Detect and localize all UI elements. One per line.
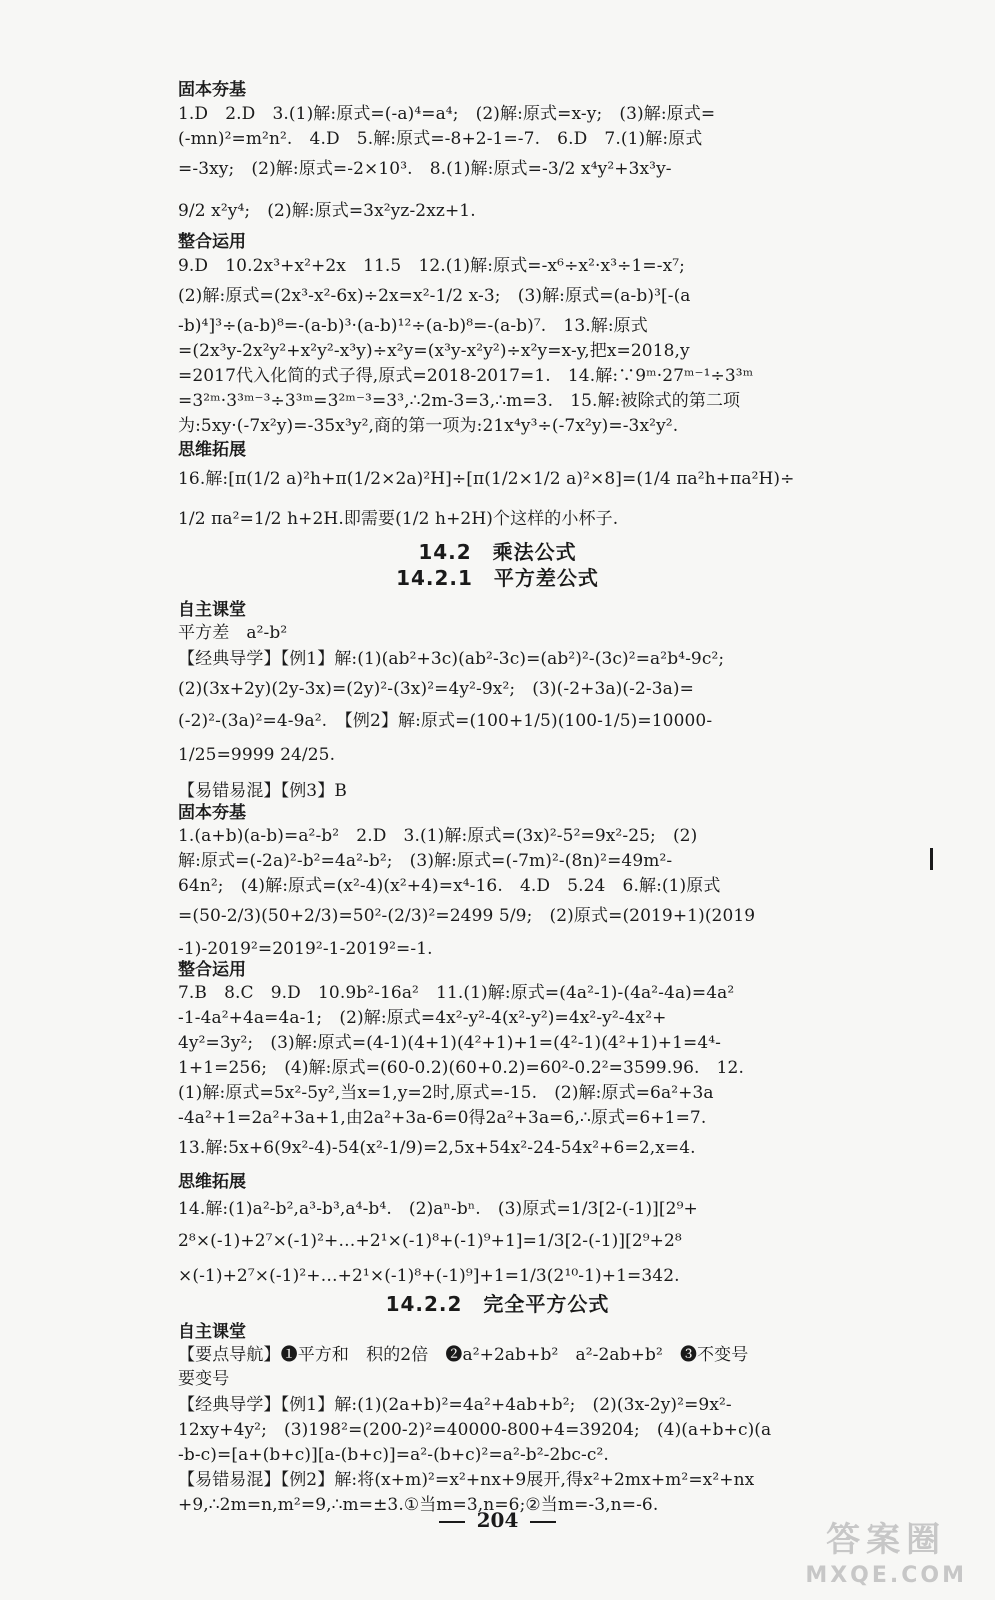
section-heading-zhengheyunyong: 整合运用 [178,960,246,980]
chapter-title: 14.2 乘法公式 [418,540,577,564]
answer-line: 12xy+4y²; (3)198²=(200-2)²=40000-800+4=39204; (4)(a+b+c)(a [178,1420,772,1440]
answer-line: (-mn)²=m²n². 4.D 5.解:原式=-8+2-1=-7. 6.D 7.(1)解:原式 [178,129,703,149]
answer-line: 16.解:[π(1/2 a)²h+π(1/2×2a)²H]÷[π(1/2×1/2 a)²×8]=(1/4 πa²h+πa²H)÷ [178,469,795,489]
answer-line: =2017代入化简的式子得,原式=2018-2017=1. 14.解:∵9ᵐ·27ᵐ⁻¹÷3³ᵐ [178,366,754,386]
answer-line: (2)解:原式=(2x³-x²-6x)÷2x=x²-1/2 x-3; (3)解:原式=(a-b)³[-(a [178,286,691,306]
section-heading-gubenhangji: 固本夯基 [178,803,246,823]
page-number-text: 204 [476,1508,519,1532]
section-heading-zizhuketang: 自主课堂 [178,1322,246,1342]
answer-line: (1)解:原式=5x²-5y²,当x=1,y=2时,原式=-15. (2)解:原式=6a²+3a [178,1083,714,1103]
answer-line: =(2x³y-2x²y²+x²y²-x³y)÷x²y=(x³y-x²y²)÷x²y=x-y,把x=2018,y [178,341,690,361]
watermark-title: 答案圈 [826,1520,947,1560]
subsection-title: 14.2.2 完全平方公式 [385,1292,610,1316]
answer-line: 【易错易混】【例3】B [178,781,347,801]
answer-line: 1/25=9999 24/25. [178,745,336,765]
answer-line: 4y²=3y²; (3)解:原式=(4-1)(4+1)(4²+1)+1=(4²-1)(4²+1)+1=4⁴- [178,1033,722,1053]
answer-line: (2)(3x+2y)(2y-3x)=(2y)²-(3x)²=4y²-9x²; (3)(-2+3a)(-2-3a)= [178,679,694,699]
answer-line: 【要点导航】❶平方和 积的2倍 ❷a²+2ab+b² a²-2ab+b² ❸不变号 [178,1345,749,1365]
answer-line: 【经典导学】【例1】解:(1)(2a+b)²=4a²+4ab+b²; (2)(3x-2y)²=9x²- [178,1395,732,1415]
answer-line: -b-c)=[a+(b+c)][a-(b+c)]=a²-(b+c)²=a²-b²-2bc-c². [178,1445,609,1465]
section-heading-zhengheyunyong: 整合运用 [178,232,246,252]
answer-line: =-3xy; (2)解:原式=-2×10³. 8.(1)解:原式=-3/2 x⁴y²+3x³y- [178,159,672,179]
answer-line: 为:5xy·(-7x²y)=-35x³y²,商的第一项为:21x⁴y³÷(-7x²y)=-3x²y². [178,416,679,436]
answer-line: 【易错易混】【例2】解:将(x+m)²=x²+nx+9展开,得x²+2mx+m²=x²+nx [178,1470,755,1490]
answer-line: 13.解:5x+6(9x²-4)-54(x²-1/9)=2,5x+54x²-24-54x²+6=2,x=4. [178,1138,696,1158]
answer-line: =3²ᵐ·3³ᵐ⁻³÷3³ᵐ=3²ᵐ⁻³=3³,∴2m-3=3,∴m=3. 15.解:被除式的第二项 [178,391,741,411]
watermark-logo [805,1512,967,1588]
answer-line: 14.解:(1)a²-b²,a³-b³,a⁴-b⁴. (2)aⁿ-bⁿ. (3)原式=1/3[2-(-1)][2⁹+ [178,1199,698,1219]
section-heading-gubenhangji: 固本夯基 [178,80,246,100]
dash-left [439,1521,465,1523]
answer-line: 平方差 a²-b² [178,623,288,643]
answer-line: 64n²; (4)解:原式=(x²-4)(x²+4)=x⁴-16. 4.D 5.24 6.解:(1)原式 [178,876,721,896]
answer-line: 7.B 8.C 9.D 10.9b²-16a² 11.(1)解:原式=(4a²-1)-(4a²-4a)=4a² [178,983,735,1003]
scan-mark [930,848,933,870]
section-heading-siweituozhan: 思维拓展 [178,1172,246,1192]
answer-line: 【经典导学】【例1】解:(1)(ab²+3c)(ab²-3c)=(ab²)²-(3c)²=a²b⁴-9c²; [178,649,725,669]
answer-line: -1-4a²+4a=4a-1; (2)解:原式=4x²-y²-4(x²-y²)=4x²-y²-4x²+ [178,1008,667,1028]
answer-line: 9.D 10.2x³+x²+2x 11.5 12.(1)解:原式=-x⁶÷x²·x³÷1=-x⁷; [178,256,686,276]
answer-line: 解:原式=(-2a)²-b²=4a²-b²; (3)解:原式=(-7m)²-(8n)²=49m²- [178,851,673,871]
watermark-url: MXQE.COM [805,1563,967,1588]
answer-line: +9,∴2m=n,m²=9,∴m=±3.①当m=3,n=6;②当m=-3,n=-6. [178,1495,659,1515]
answer-line: 1/2 πa²=1/2 h+2H.即需要(1/2 h+2H)个这样的小杯子. [178,509,619,529]
answer-line: (-2)²-(3a)²=4-9a². 【例2】解:原式=(100+1/5)(100-1/5)=10000- [178,711,713,731]
answer-line: 9/2 x²y⁴; (2)解:原式=3x²yz-2xz+1. [178,201,476,221]
answer-line: =(50-2/3)(50+2/3)=50²-(2/3)²=2499 5/9; (2)原式=(2019+1)(2019 [178,906,756,926]
answer-line: -b)⁴]³÷(a-b)⁸=-(a-b)³·(a-b)¹²÷(a-b)⁸=-(a-b)⁷. 13.解:原式 [178,316,648,336]
answer-line: 1.D 2.D 3.(1)解:原式=(-a)⁴=a⁴; (2)解:原式=x-y; (3)解:原式= [178,104,716,124]
answer-line: 2⁸×(-1)+2⁷×(-1)²+…+2¹×(-1)⁸+(-1)⁹+1]=1/3[2-(-1)][2⁹+2⁸ [178,1231,682,1251]
answer-line: 要变号 [178,1369,230,1389]
answer-line: 1+1=256; (4)解:原式=(60-0.2)(60+0.2)=60²-0.2²=3599.96. 12. [178,1058,744,1078]
section-heading-siweituozhan: 思维拓展 [178,440,246,460]
section-heading-zizhuketang: 自主课堂 [178,600,246,620]
dash-right [530,1521,556,1523]
answer-line: 1.(a+b)(a-b)=a²-b² 2.D 3.(1)解:原式=(3x)²-5²=9x²-25; (2) [178,826,698,846]
answer-line: -4a²+1=2a²+3a+1,由2a²+3a-6=0得2a²+3a=6,∴原式=6+1=7. [178,1108,707,1128]
answer-line: ×(-1)+2⁷×(-1)²+…+2¹×(-1)⁸+(-1)⁹]+1=1/3(2¹⁰-1)+1=342. [178,1266,680,1286]
subsection-title: 14.2.1 平方差公式 [396,566,599,590]
answer-line: -1)-2019²=2019²-1-2019²=-1. [178,939,433,959]
